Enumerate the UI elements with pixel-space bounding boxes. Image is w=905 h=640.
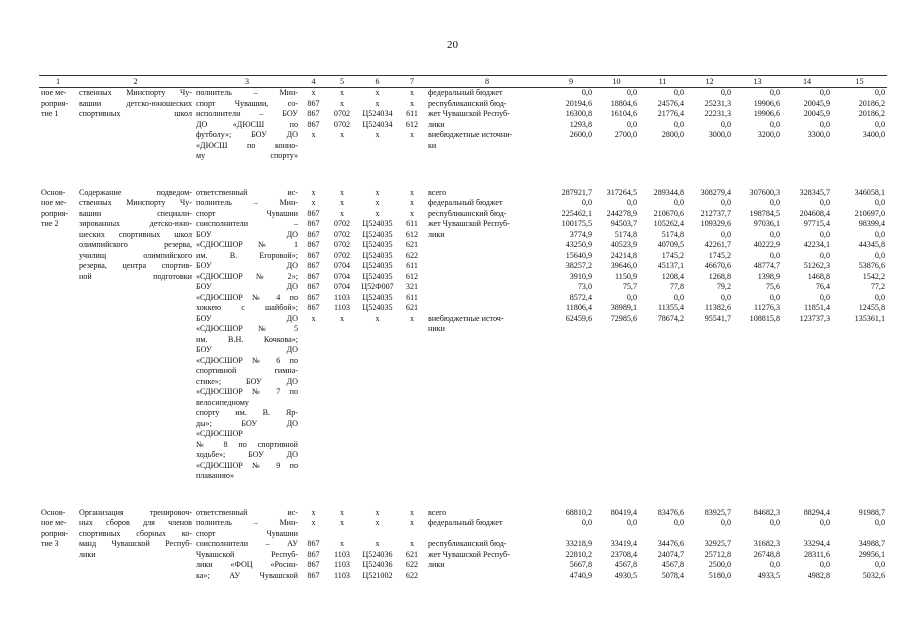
table-row <box>39 508 887 582</box>
status-cell: ное ме- роприя- тие 1 <box>41 88 69 118</box>
year-2024-cell: 328345,7 0,0 204608,4 97715,4 0,0 42234,1 0,0 51262,3 1468,8 76,4 0,0 11851,4 123737,3 <box>799 187 830 323</box>
year-2020-cell: 80419,4 0,0 33419,4 23708,4 4567,8 4930,5 <box>610 507 637 580</box>
page-number: 20 <box>447 39 458 51</box>
grbs-cell: x x 867 867 867 867 867 867 867 867 867 867 x <box>307 187 320 323</box>
year-2024-cell: 88294,4 0,0 33294,4 28311,6 0,0 4982,8 <box>803 507 830 580</box>
target-article-cell: x x x Ц524036 Ц524036 Ц521002 <box>362 507 393 580</box>
column-header-15: 15 <box>832 76 887 88</box>
table-row <box>39 188 887 482</box>
year-2023-cell: 84682,3 0,0 31682,3 26748,8 0,0 4933,5 <box>753 507 780 580</box>
column-header-8: 8 <box>426 76 548 88</box>
year-2025-cell: 0,0 20186,2 20186,2 0,0 3400,0 <box>858 88 885 139</box>
column-header-12: 12 <box>686 76 733 88</box>
funding-source-cell: всего федеральный бюджет республиканский бюд- жет Чувашской Респуб- лики внебюджетные источ- ники <box>428 187 510 333</box>
column-header-1: 1 <box>39 76 77 88</box>
year-2023-cell: 307600,3 0,0 198784,5 97036,1 0,0 40222,9 0,0 48774,7 1398,9 75,6 0,0 11276,3 108815,8 <box>749 187 780 323</box>
section-cell: x x x 0702 0702 0702 0702 0704 0704 0704 1103 1103 x <box>333 187 351 323</box>
column-header-9: 9 <box>548 76 594 88</box>
activity-name-cell: ственных Минспорту Чу- вашии детско-юношеских спортивных школ <box>79 88 192 118</box>
column-header-row <box>39 76 887 88</box>
year-2019-cell: 287921,7 0,0 225462,1 100175,5 3774,9 43250,9 15640,9 38257,2 3910,9 73,0 8572,4 11806,4 62459,6 <box>561 187 592 323</box>
expense-type-cell: x x x 611 612 621 622 611 612 321 611 621 x <box>405 187 419 323</box>
column-header-6: 6 <box>357 76 398 88</box>
column-header-4: 4 <box>300 76 327 88</box>
activity-name-cell: Содержание подведом- ственных Минспорту Чу- вашии специали- зированных детско-юно- шеских спортивных школ олимпийского резерва, училищ олимпийского резерва, центра спортив- ной подготовки <box>79 187 192 281</box>
year-2022-cell: 308279,4 0,0 212737,7 109329,6 0,0 42261,7 1745,2 46670,6 1268,8 79,2 0,0 11382,6 95541,7 <box>700 187 731 323</box>
column-header-5: 5 <box>327 76 357 88</box>
year-2020-cell: 317264,5 0,0 244278,9 94503,7 5174,8 40523,9 24214,8 39646,0 1150,9 75,7 0,0 38989,1 72985,6 <box>606 187 637 323</box>
status-cell: Основ- ное ме- роприя- тие 3 <box>41 507 69 548</box>
section-cell: x x x 1103 1103 1103 <box>334 507 350 580</box>
target-article-cell: x x x Ц524035 Ц524035 Ц524035 Ц524035 Ц524035 Ц524035 Ц52Ф007 Ц524035 Ц524035 x <box>361 187 394 323</box>
budget-table <box>39 75 887 581</box>
year-2024-cell: 0,0 20045,9 20045,9 0,0 3300,0 <box>803 88 830 139</box>
year-2021-cell: 83476,6 0,0 34476,6 24074,7 4567,8 5078,4 <box>657 507 684 580</box>
year-2020-cell: 0,0 18804,6 16104,6 0,0 2700,0 <box>610 88 637 139</box>
target-article-cell: x x Ц524034 Ц524034 x <box>362 88 393 139</box>
column-header-3: 3 <box>194 76 300 88</box>
executor-cell: ответственный ис- полнитель – Мин- спорт Чувашии соисполнители – АУ Чувашской Респуб- лики «ФОЦ «Росин- ка»; АУ Чувашской <box>196 507 298 580</box>
funding-source-cell: всего федеральный бюджет республиканский бюд- жет Чувашской Респуб- лики <box>428 507 510 569</box>
year-2023-cell: 0,0 19906,6 19906,6 0,0 3200,0 <box>753 88 780 139</box>
block-spacer <box>39 162 887 188</box>
table-row <box>39 88 887 162</box>
column-header-7: 7 <box>398 76 426 88</box>
year-2022-cell: 0,0 25231,3 22231,3 0,0 3000,0 <box>704 88 731 139</box>
year-2021-cell: 289344,8 0,0 210670,6 105262,4 5174,8 40709,5 1745,2 45137,1 1208,4 77,8 0,0 11355,4 78674,2 <box>653 187 684 323</box>
section-cell: x x 0702 0702 x <box>333 88 351 139</box>
funding-source-cell: федеральный бюджет республиканский бюд- жет Чувашской Респуб- лики внебюджетные источни- ки <box>428 88 513 150</box>
activity-name-cell: Организация тренировоч- ных сборов для членов спортивных сборных ко- манд Чувашской Респуб- лики <box>79 507 192 559</box>
grbs-cell: x x 867 867 867 867 <box>307 507 320 580</box>
year-2021-cell: 0,0 24576,4 21776,4 0,0 2800,0 <box>657 88 684 139</box>
column-header-13: 13 <box>733 76 782 88</box>
year-2022-cell: 83925,7 0,0 32925,7 25712,8 2500,0 5180,0 <box>704 507 731 580</box>
column-header-2: 2 <box>77 76 194 88</box>
year-2019-cell: 0,0 20194,6 16300,8 1293,8 2600,0 <box>565 88 592 139</box>
executor-cell: полнитель – Мин- спорт Чувашии, со- исполнители – БОУ ДО «ДЮСШ по футболу»; БОУ ДО «ДЮСШ по конно- му спорту» <box>196 88 298 160</box>
table-body <box>39 88 887 582</box>
grbs-cell: x 867 867 867 x <box>307 88 320 139</box>
column-header-14: 14 <box>782 76 832 88</box>
status-cell: Основ- ное ме- роприя- тие 2 <box>41 187 69 228</box>
column-header-11: 11 <box>639 76 686 88</box>
column-header-10: 10 <box>594 76 639 88</box>
expense-type-cell: x x x 621 622 622 <box>405 507 419 580</box>
year-2025-cell: 91988,7 0,0 34988,7 29956,1 0,0 5032,6 <box>858 507 885 580</box>
block-spacer <box>39 482 887 508</box>
expense-type-cell: x x 611 612 x <box>405 88 419 139</box>
executor-cell: ответственный ис- полнитель – Мин- спорт Чувашии соисполнители – БОУ ДО «СДЮСШОР № 1 им. В. Егоровой»; БОУ ДО «СДЮСШОР № 2»; БОУ ДО «СДЮСШОР № 4 по хоккею с шайбой»; БОУ ДО «СДЮСШОР № 5 им. В.Н. Кочкова»; БОУ ДО «СДЮСШОР № 6 по спортивной гимна- стике»; БОУ ДО «СДЮСШОР № 7 по велосипедному спорту им. В. Яр- ды»; БОУ ДО «СДЮСШОР № 8 по спортивной ходьбе»; БОУ ДО «СДЮСШОР № 9 по плаванию» <box>196 187 298 480</box>
year-2025-cell: 346058,1 0,0 210697,0 98399,4 0,0 44345,8 0,0 53876,6 1542,2 77,2 0,0 12455,8 135361,1 <box>854 187 885 323</box>
year-2019-cell: 68810,2 0,0 33218,9 22810,2 5667,8 4740,9 <box>565 507 592 580</box>
